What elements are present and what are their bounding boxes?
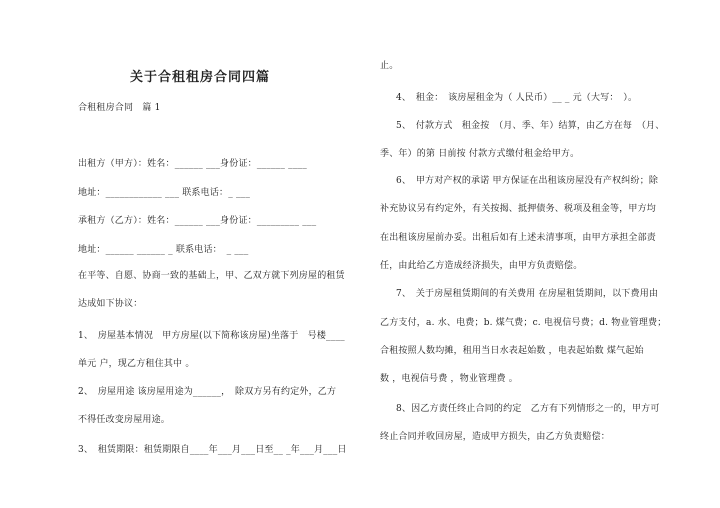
paragraph-line: 不得任改变房屋用途。: [78, 415, 171, 425]
lessee-address-line: 地址：______ ______ _ 联系电话： _ ___: [78, 245, 249, 255]
lessor-address-line: 地址：____________ ___ 联系电话：_ ___: [78, 188, 251, 198]
paragraph-line: 达成如下协议：: [78, 299, 143, 309]
paragraph-line: 止。: [380, 61, 399, 71]
paragraph-line: 终止合同并收回房屋，造成甲方损失，由乙方负责赔偿：: [380, 432, 611, 442]
paragraph-line: 补充协议另有约定外，有关按揭、抵押债务、税项及租金等，甲方均: [380, 204, 657, 214]
paragraph-line: 季、年）的第 日前按 付款方式缴付租金给甲方。: [380, 149, 580, 159]
paragraph-line: 数 ，电视信号费 ，物业管理费 。: [380, 374, 518, 384]
paragraph-line: 2、 房屋用途 该房屋用途为______， 除双方另有约定外，乙方: [78, 387, 337, 397]
paragraph-line: 单元 户，现乙方租住其中 。: [78, 359, 195, 369]
paragraph-line: 5、 付款方式 租金按 （月、季、年）结算，由乙方在每 （月、: [396, 121, 665, 131]
paragraph-line: 乙方支付，a. 水、电费；b. 煤气费；c. 电视信号费；d. 物业管理费；: [380, 318, 667, 328]
lessor-line: 出租方（甲方）：姓名：______ ___身份证：______ ____: [78, 159, 307, 169]
paragraph-line: 3、 租赁期限：租赁期限自____年___月___日至__ _年___月___日: [78, 445, 347, 455]
paragraph-line: 8、因乙方责任终止合同的约定 乙方有下列情形之一的，甲方可: [396, 404, 660, 414]
paragraph-line: 4、 租金： 该房屋租金为（ 人民币）__ _ 元（大写： ）。: [396, 93, 638, 103]
paragraph-line: 7、 关于房屋租赁期间的有关费用 在房屋租赁期间，以下费用由: [396, 289, 659, 299]
lessee-line: 承租方（乙方）：姓名：______ ___身份证：_________ ___: [78, 216, 317, 226]
paragraph-line: 在平等、自愿、协商一致的基础上，甲、乙双方就下列房屋的租赁: [78, 271, 345, 281]
paragraph-line: 1、 房屋基本情况 甲方房屋(以下简称该房屋)坐落于 号楼____: [78, 331, 345, 341]
paragraph-line: 合租按照人数均摊，租用当日水表起始数 ，电表起始数 煤气起始: [380, 346, 644, 356]
paragraph-line: 在出租该房屋前办妥。出租后如有上述未清事项，由甲方承担全部责: [380, 233, 657, 243]
document-title: 关于合租租房合同四篇: [130, 70, 271, 85]
section-subtitle: 合租租房合同 篇 1: [78, 103, 161, 113]
paragraph-line: 任，由此给乙方造成经济损失，由甲方负责赔偿。: [380, 261, 583, 271]
paragraph-line: 6、 甲方对产权的承诺 甲方保证在出租该房屋没有产权纠纷；除: [396, 176, 659, 186]
